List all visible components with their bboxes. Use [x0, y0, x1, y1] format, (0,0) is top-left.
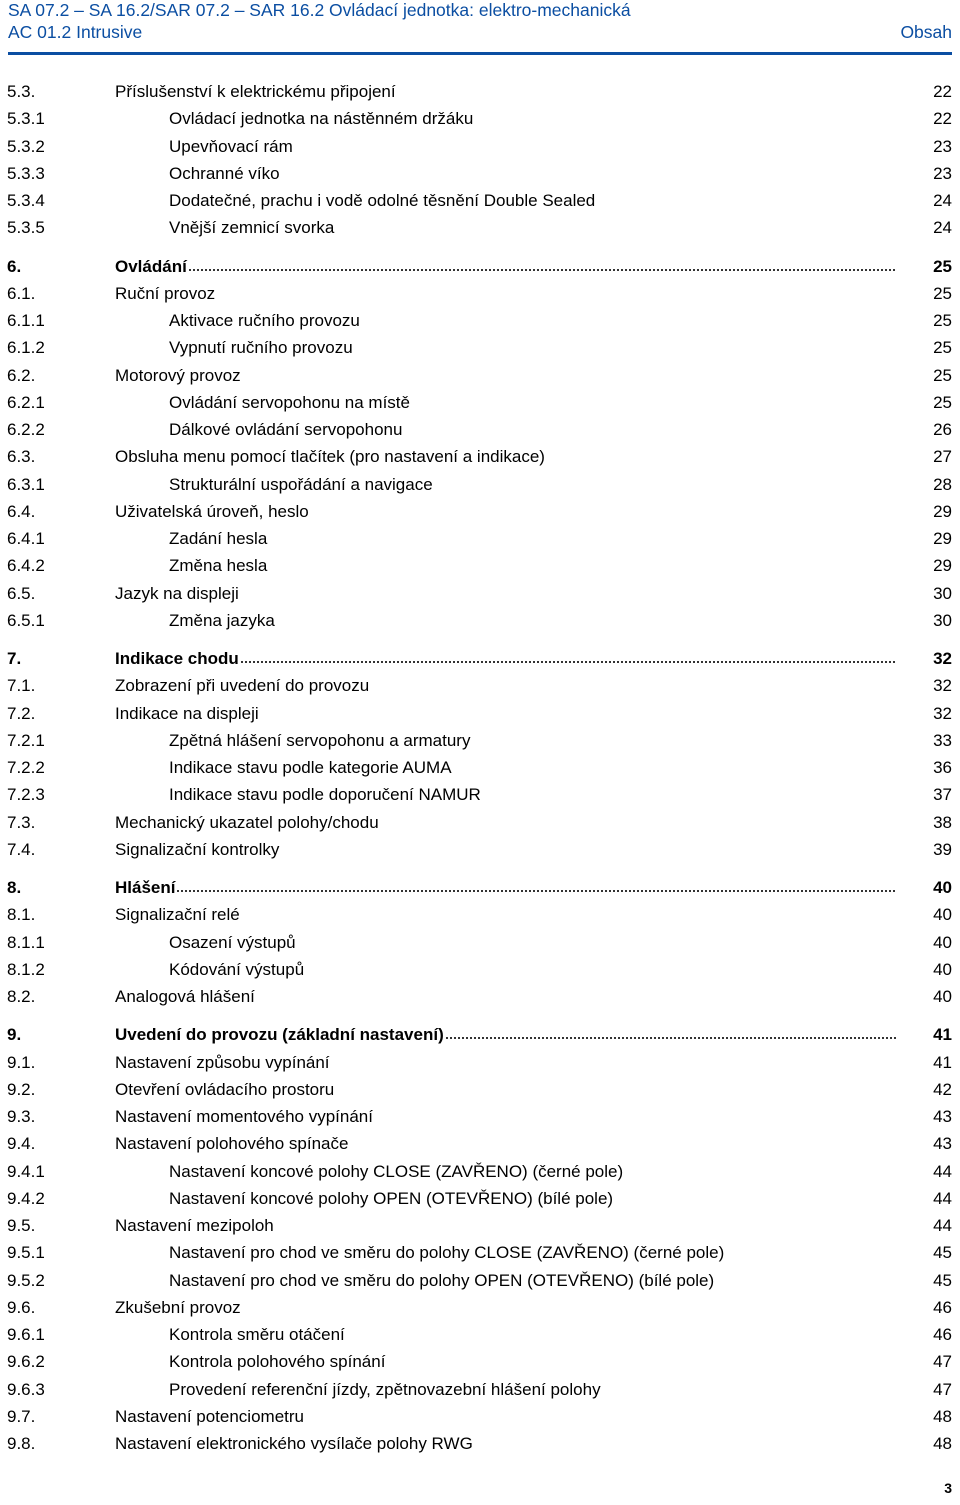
toc-entry-page: 24	[933, 191, 952, 210]
toc-entry-number: 6.4.2	[7, 556, 45, 576]
toc-entry[interactable]	[0, 1378, 960, 1402]
toc-entry-page: 29	[933, 556, 952, 576]
toc-entry-page: 41	[933, 1052, 952, 1072]
toc-entry-page: 28	[933, 474, 952, 494]
toc-dot-leader	[240, 661, 896, 663]
toc-entry[interactable]	[0, 500, 960, 524]
toc-entry-page: 44	[933, 1161, 952, 1181]
toc-entry-number: 6.3.	[7, 447, 36, 467]
toc-entry[interactable]	[0, 418, 960, 442]
toc-entry[interactable]	[0, 811, 960, 835]
toc-entry[interactable]	[0, 1269, 960, 1293]
toc-entry[interactable]	[0, 1023, 960, 1047]
toc-entry-title: Vnější zemnicí svorka	[169, 218, 335, 238]
toc-entry-page: 29	[933, 529, 952, 548]
toc-entry-title: Zobrazení při uvedení do provozu	[115, 676, 370, 696]
toc-entry-number: 6.3.1	[7, 474, 45, 494]
header-rule	[8, 52, 952, 55]
toc-entry[interactable]	[0, 582, 960, 606]
toc-entry-number: 6.4.1	[7, 529, 45, 548]
toc-entry-page: 45	[933, 1243, 952, 1263]
toc-entry-number: 9.4.1	[7, 1161, 45, 1181]
toc-entry[interactable]	[0, 1350, 960, 1374]
toc-entry[interactable]	[0, 391, 960, 415]
toc-entry-page: 40	[933, 905, 952, 925]
toc-entry-title: Změna jazyka	[169, 610, 275, 630]
toc-entry-number: 9.6.1	[7, 1325, 45, 1344]
toc-entry[interactable]	[0, 162, 960, 186]
toc-entry-page: 27	[933, 447, 952, 467]
toc-entry[interactable]	[0, 135, 960, 159]
toc-entry-page: 44	[933, 1188, 952, 1208]
toc-entry[interactable]	[0, 729, 960, 753]
toc-dot-leader	[176, 890, 896, 892]
toc-entry-page: 23	[933, 136, 952, 156]
toc-entry-page: 26	[933, 420, 952, 439]
toc-entry-page: 29	[933, 501, 952, 521]
toc-entry-page: 40	[933, 932, 952, 952]
toc-entry-title: Jazyk na displeji	[115, 583, 239, 603]
toc-entry[interactable]	[0, 336, 960, 360]
toc-entry-title: Vypnutí ručního provozu	[169, 338, 353, 358]
toc-entry-title: Ovládací jednotka na nástěnném držáku	[169, 109, 474, 129]
toc-entry[interactable]	[0, 1432, 960, 1456]
toc-entry[interactable]	[0, 958, 960, 982]
toc-entry-title: Zkušební provoz	[115, 1297, 241, 1317]
toc-entry-number: 9.5.2	[7, 1270, 45, 1290]
toc-entry[interactable]	[0, 1323, 960, 1347]
toc-entry-number: 9.3.	[7, 1107, 36, 1126]
toc-entry[interactable]	[0, 609, 960, 633]
toc-entry[interactable]	[0, 674, 960, 698]
toc-entry[interactable]	[0, 216, 960, 240]
toc-entry[interactable]	[0, 364, 960, 388]
toc-entry-page: 25	[933, 338, 952, 358]
toc-entry-number: 9.1.	[7, 1052, 36, 1072]
toc-entry[interactable]	[0, 80, 960, 104]
header-subtitle: AC 01.2 Intrusive	[8, 22, 143, 42]
toc-entry-number: 6.4.	[7, 501, 36, 521]
toc-entry-title: Indikace stavu podle kategorie AUMA	[169, 758, 452, 777]
toc-entry-page: 25	[933, 311, 952, 330]
toc-entry-number: 5.3.1	[7, 109, 45, 129]
toc-entry-title: Kontrola směru otáčení	[169, 1325, 345, 1344]
toc-entry-number: 9.	[7, 1025, 22, 1045]
toc-entry[interactable]	[0, 876, 960, 900]
toc-entry[interactable]	[0, 107, 960, 131]
toc-entry-title: Nastavení mezipoloh	[115, 1216, 274, 1235]
toc-entry-page: 48	[933, 1406, 952, 1426]
toc-entry[interactable]	[0, 931, 960, 955]
toc-entry-page: 37	[933, 785, 952, 805]
toc-entry-number: 5.3.2	[7, 136, 45, 156]
toc-entry-title: Nastavení pro chod ve směru do polohy CLOSE (ZAVŘENO) (černé pole)	[169, 1243, 725, 1263]
toc-dot-leader	[445, 1037, 896, 1039]
toc-entry-number: 9.2.	[7, 1079, 36, 1099]
toc-entry-page: 45	[933, 1270, 952, 1290]
toc-entry[interactable]	[0, 1296, 960, 1320]
toc-entry[interactable]	[0, 189, 960, 213]
toc-entry-number: 7.4.	[7, 839, 36, 859]
toc-entry-title: Nastavení potenciometru	[115, 1406, 304, 1426]
toc-entry-page: 32	[933, 649, 952, 668]
toc-entry-number: 7.2.1	[7, 730, 45, 750]
header-title: SA 07.2 – SA 16.2/SAR 07.2 – SAR 16.2 Ovládací jednotka: elektro-mechanická	[8, 0, 631, 20]
toc-entry-title: Osazení výstupů	[169, 932, 296, 952]
toc-entry-number: 9.6.	[7, 1297, 36, 1317]
toc-entry-number: 9.4.	[7, 1134, 36, 1154]
toc-entry[interactable]	[0, 647, 960, 671]
toc-entry-number: 5.3.	[7, 82, 36, 101]
toc-entry[interactable]	[0, 527, 960, 551]
toc-entry-title: Motorový provoz	[115, 365, 241, 385]
toc-entry-page: 33	[933, 730, 952, 750]
toc-entry[interactable]	[0, 1160, 960, 1184]
toc-entry-page: 46	[933, 1325, 952, 1344]
toc-entry-page: 36	[933, 758, 952, 777]
toc-entry-number: 6.5.1	[7, 610, 45, 630]
toc-entry-number: 7.2.	[7, 703, 36, 723]
toc-entry-title: Zpětná hlášení servopohonu a armatury	[169, 730, 471, 750]
toc-entry-page: 46	[933, 1297, 952, 1317]
toc-entry-number: 6.2.1	[7, 392, 45, 412]
toc-entry-page: 43	[933, 1107, 952, 1126]
toc-entry-number: 9.6.3	[7, 1379, 45, 1399]
toc-entry-number: 6.1.1	[7, 311, 45, 330]
toc-entry-title: Upevňovací rám	[169, 136, 293, 156]
toc-entry[interactable]	[0, 1241, 960, 1265]
toc-entry[interactable]	[0, 255, 960, 279]
toc-entry-title: Nastavení elektronického vysílače polohy RWG	[115, 1434, 473, 1453]
toc-entry-title: Nastavení pro chod ve směru do polohy OPEN (OTEVŘENO) (bílé pole)	[169, 1270, 715, 1290]
toc-entry[interactable]	[0, 1187, 960, 1211]
toc-entry-number: 5.3.3	[7, 163, 45, 183]
toc-entry-page: 40	[933, 878, 952, 897]
toc-entry-title: Uvedení do provozu (základní nastavení)	[115, 1025, 444, 1045]
toc-entry-page: 44	[933, 1216, 952, 1235]
toc-entry-number: 6.	[7, 256, 22, 276]
toc-entry-title: Dodatečné, prachu i vodě odolné těsnění Double Sealed	[169, 191, 596, 210]
toc-entry-number: 7.2.3	[7, 785, 45, 805]
toc-entry-title: Mechanický ukazatel polohy/chodu	[115, 812, 379, 832]
toc-entry-title: Kódování výstupů	[169, 959, 305, 979]
toc-entry[interactable]	[0, 783, 960, 807]
toc-entry-title: Strukturální uspořádání a navigace	[169, 474, 433, 494]
toc-entry-title: Nastavení způsobu vypínání	[115, 1052, 330, 1072]
toc-entry[interactable]	[0, 445, 960, 469]
toc-entry-page: 25	[933, 256, 952, 276]
toc-entry[interactable]	[0, 554, 960, 578]
toc-entry-page: 41	[933, 1025, 952, 1045]
toc-entry-page: 47	[933, 1379, 952, 1399]
toc-entry-page: 22	[933, 82, 952, 101]
toc-entry-number: 6.2.2	[7, 420, 45, 439]
toc-entry-number: 5.3.5	[7, 218, 45, 238]
toc-entry-number: 6.2.	[7, 365, 36, 385]
toc-entry-title: Indikace na displeji	[115, 703, 259, 723]
toc-entry-number: 9.6.2	[7, 1352, 45, 1372]
toc-entry-number: 8.1.2	[7, 959, 45, 979]
toc-entry-title: Provedení referenční jízdy, zpětnovazební hlášení polohy	[169, 1379, 601, 1399]
toc-entry-page: 42	[933, 1079, 952, 1099]
toc-dot-leader	[188, 269, 896, 271]
toc-entry-page: 38	[933, 812, 952, 832]
toc-entry-number: 8.2.	[7, 987, 36, 1006]
toc-entry-number: 7.2.2	[7, 758, 45, 777]
toc-entry-title: Indikace stavu podle doporučení NAMUR	[169, 785, 481, 805]
toc-entry-title: Kontrola polohového spínání	[169, 1352, 386, 1372]
toc-entry-number: 6.5.	[7, 583, 36, 603]
toc-entry-number: 7.1.	[7, 676, 36, 696]
page-number: 3	[944, 1480, 952, 1496]
toc-entry-number: 8.	[7, 878, 22, 897]
toc-entry-page: 30	[933, 610, 952, 630]
toc-entry-title: Signalizační relé	[115, 905, 240, 925]
toc-entry[interactable]	[0, 1405, 960, 1429]
toc-entry[interactable]	[0, 903, 960, 927]
toc-entry[interactable]	[0, 838, 960, 862]
toc-entry-number: 8.1.	[7, 905, 36, 925]
toc-entry-page: 40	[933, 987, 952, 1006]
toc-entry[interactable]	[0, 473, 960, 497]
toc-entry-number: 9.8.	[7, 1434, 36, 1453]
toc-entry-title: Nastavení polohového spínače	[115, 1134, 349, 1154]
toc-entry-number: 7.	[7, 649, 22, 668]
toc-entry-page: 23	[933, 163, 952, 183]
toc-entry-title: Uživatelská úroveň, heslo	[115, 501, 309, 521]
toc-entry-number: 6.1.	[7, 283, 36, 303]
toc-entry-page: 32	[933, 676, 952, 696]
toc-entry[interactable]	[0, 985, 960, 1009]
toc-entry-page: 30	[933, 583, 952, 603]
toc-entry-title: Ruční provoz	[115, 283, 216, 303]
toc-entry-number: 8.1.1	[7, 932, 45, 952]
toc-entry-title: Ovládání servopohonu na místě	[169, 392, 410, 412]
toc-entry[interactable]	[0, 756, 960, 780]
header-section-label: Obsah	[900, 22, 952, 42]
toc-entry[interactable]	[0, 1051, 960, 1075]
toc-entry-page: 32	[933, 703, 952, 723]
toc-entry-title: Signalizační kontrolky	[115, 839, 280, 859]
toc-entry-number: 9.5.1	[7, 1243, 45, 1263]
toc-entry-title: Analogová hlášení	[115, 987, 255, 1006]
toc-entry-title: Dálkové ovládání servopohonu	[169, 420, 403, 439]
toc-entry-number: 9.5.	[7, 1216, 36, 1235]
toc-entry-title: Zadání hesla	[169, 529, 268, 548]
toc-entry-page: 24	[933, 218, 952, 238]
toc-entry-title: Hlášení	[115, 878, 176, 897]
toc-entry-number: 9.7.	[7, 1406, 36, 1426]
toc-entry-number: 9.4.2	[7, 1188, 45, 1208]
toc-entry-page: 43	[933, 1134, 952, 1154]
toc-entry[interactable]	[0, 282, 960, 306]
toc-entry[interactable]	[0, 1105, 960, 1129]
toc-entry-page: 25	[933, 365, 952, 385]
toc-entry-title: Obsluha menu pomocí tlačítek (pro nastavení a indikace)	[115, 447, 545, 467]
toc-entry[interactable]	[0, 309, 960, 333]
toc-entry-title: Nastavení koncové polohy OPEN (OTEVŘENO) (bílé pole)	[169, 1188, 614, 1208]
toc-entry-page: 25	[933, 392, 952, 412]
toc-entry-number: 6.1.2	[7, 338, 45, 358]
toc-entry-page: 25	[933, 283, 952, 303]
toc-entry-title: Změna hesla	[169, 556, 268, 576]
toc-entry[interactable]	[0, 1132, 960, 1156]
toc-entry-page: 22	[933, 109, 952, 129]
toc-entry-page: 48	[933, 1434, 952, 1453]
toc-entry-number: 5.3.4	[7, 191, 45, 210]
toc-entry[interactable]	[0, 702, 960, 726]
toc-entry-page: 40	[933, 959, 952, 979]
toc-entry-title: Nastavení momentového vypínání	[115, 1107, 373, 1126]
toc-entry[interactable]	[0, 1214, 960, 1238]
toc-entry[interactable]	[0, 1078, 960, 1102]
toc-entry-title: Indikace chodu	[115, 649, 239, 668]
toc-entry-page: 47	[933, 1352, 952, 1372]
toc-entry-title: Příslušenství k elektrickému připojení	[115, 82, 396, 101]
toc-entry-title: Aktivace ručního provozu	[169, 311, 360, 330]
toc-entry-number: 7.3.	[7, 812, 36, 832]
toc-entry-title: Otevření ovládacího prostoru	[115, 1079, 335, 1099]
toc-entry-title: Ochranné víko	[169, 163, 280, 183]
toc-entry-page: 39	[933, 839, 952, 859]
toc-entry-title: Ovládání	[115, 256, 187, 276]
toc-entry-title: Nastavení koncové polohy CLOSE (ZAVŘENO) (černé pole)	[169, 1161, 624, 1181]
